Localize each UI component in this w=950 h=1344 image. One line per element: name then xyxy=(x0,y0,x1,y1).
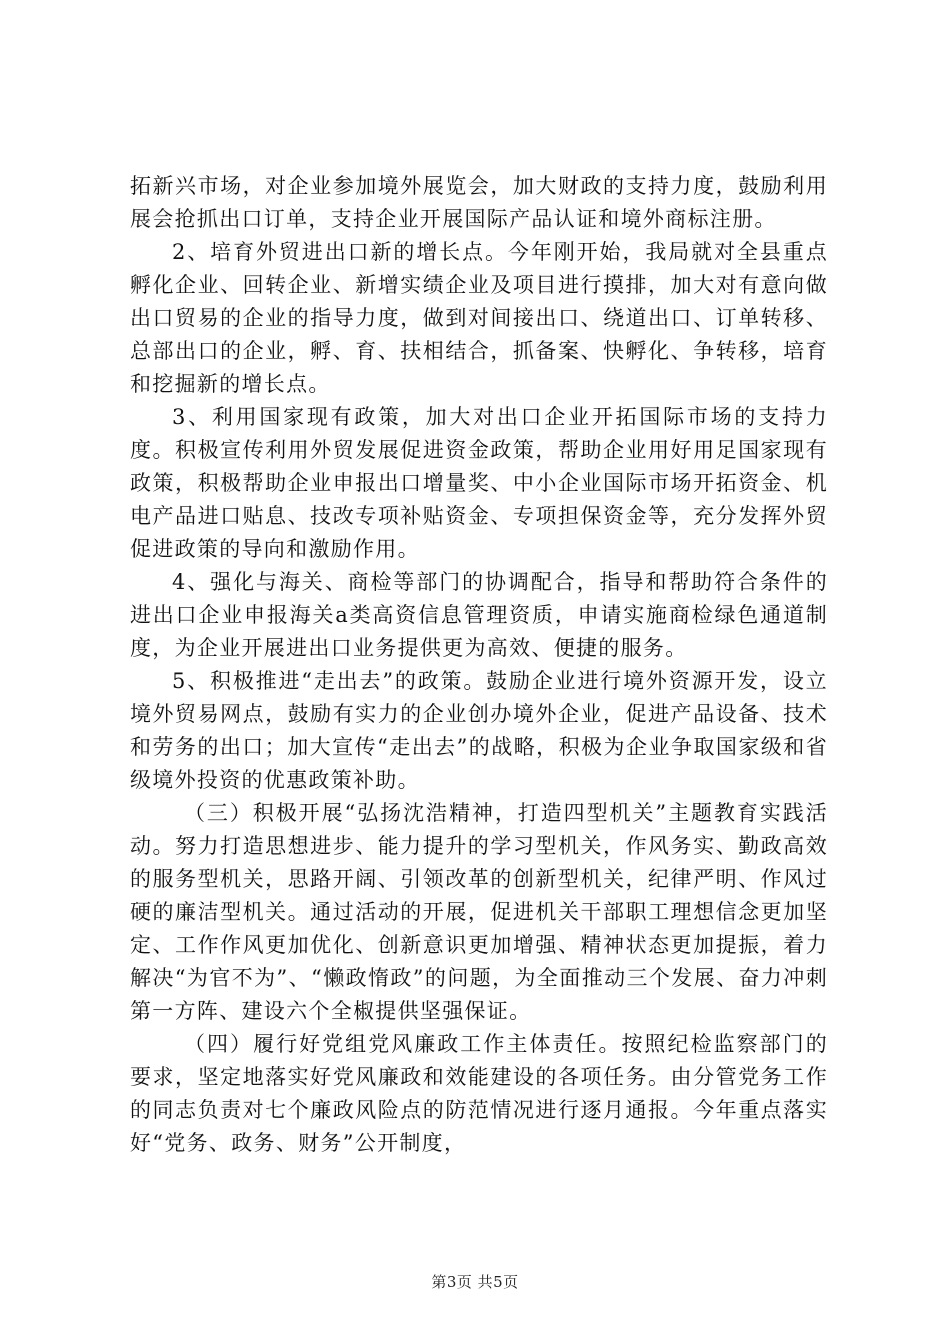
document-body xyxy=(130,170,828,1160)
paragraph-item-5: 5、积极推进“走出去”的政策。鼓励企业进行境外资源开发，设立境外贸易网点，鼓励有实力的企业创办境外企业，促进产品设备、技术和劳务的出口；加大宣传“走出去”的战略，积极为企业争取国家级和省级境外投资的优惠政策补助。 xyxy=(130,669,828,792)
paragraph-section-3: （三）积极开展“弘扬沈浩精神，打造四型机关”主题教育实践活动。努力打造思想进步、能力提升的学习型机关，作风务实、勤政高效的服务型机关，思路开阔、引领改革的创新型机关，纪律严明、作风过硬的廉洁型机关。通过活动的开展，促进机关干部职工理想信念更加坚定、工作作风更加优化、创新意识更加增强、精神状态更加提振，着力解决“为官不为”、“懒政惰政”的问题，为全面推动三个发展、奋力冲刺第一方阵、建设六个全椒提供坚强保证。 xyxy=(130,801,828,1023)
paragraph-continuation: 拓新兴市场，对企业参加境外展览会，加大财政的支持力度，鼓励利用展会抢抓出口订单，支持企业开展国际产品认证和境外商标注册。 xyxy=(130,174,828,231)
paragraph-item-4: 4、强化与海关、商检等部门的协调配合，指导和帮助符合条件的进出口企业申报海关a类高资信息管理资质，申请实施商检绿色通道制度，为企业开展进出口业务提供更为高效、便捷的服务。 xyxy=(130,570,828,660)
paragraph-item-3: 3、利用国家现有政策，加大对出口企业开拓国际市场的支持力度。积极宣传利用外贸发展促进资金政策，帮助企业用好用足国家现有政策，积极帮助企业申报出口增量奖、中小企业国际市场开拓资金、机电产品进口贴息、技改专项补贴资金、专项担保资金等，充分发挥外贸促进政策的导向和激励作用。 xyxy=(130,405,828,561)
paragraph-section-4: （四）履行好党组党风廉政工作主体责任。按照纪检监察部门的要求，坚定地落实好党风廉政和效能建设的各项任务。由分管党务工作的同志负责对七个廉政风险点的防范情况进行逐月通报。今年重点落实好“党务、政务、财务”公开制度， xyxy=(130,1032,828,1155)
page-footer: 第3页 共5页 xyxy=(431,1273,519,1291)
paragraph-item-2: 2、培育外贸进出口新的增长点。今年刚开始，我局就对全县重点孵化企业、回转企业、新增实绩企业及项目进行摸排，加大对有意向做出口贸易的企业的指导力度，做到对间接出口、绕道出口、订单转移、总部出口的企业，孵、育、扶相结合，抓备案、快孵化、争转移，培育和挖掘新的增长点。 xyxy=(130,240,828,396)
